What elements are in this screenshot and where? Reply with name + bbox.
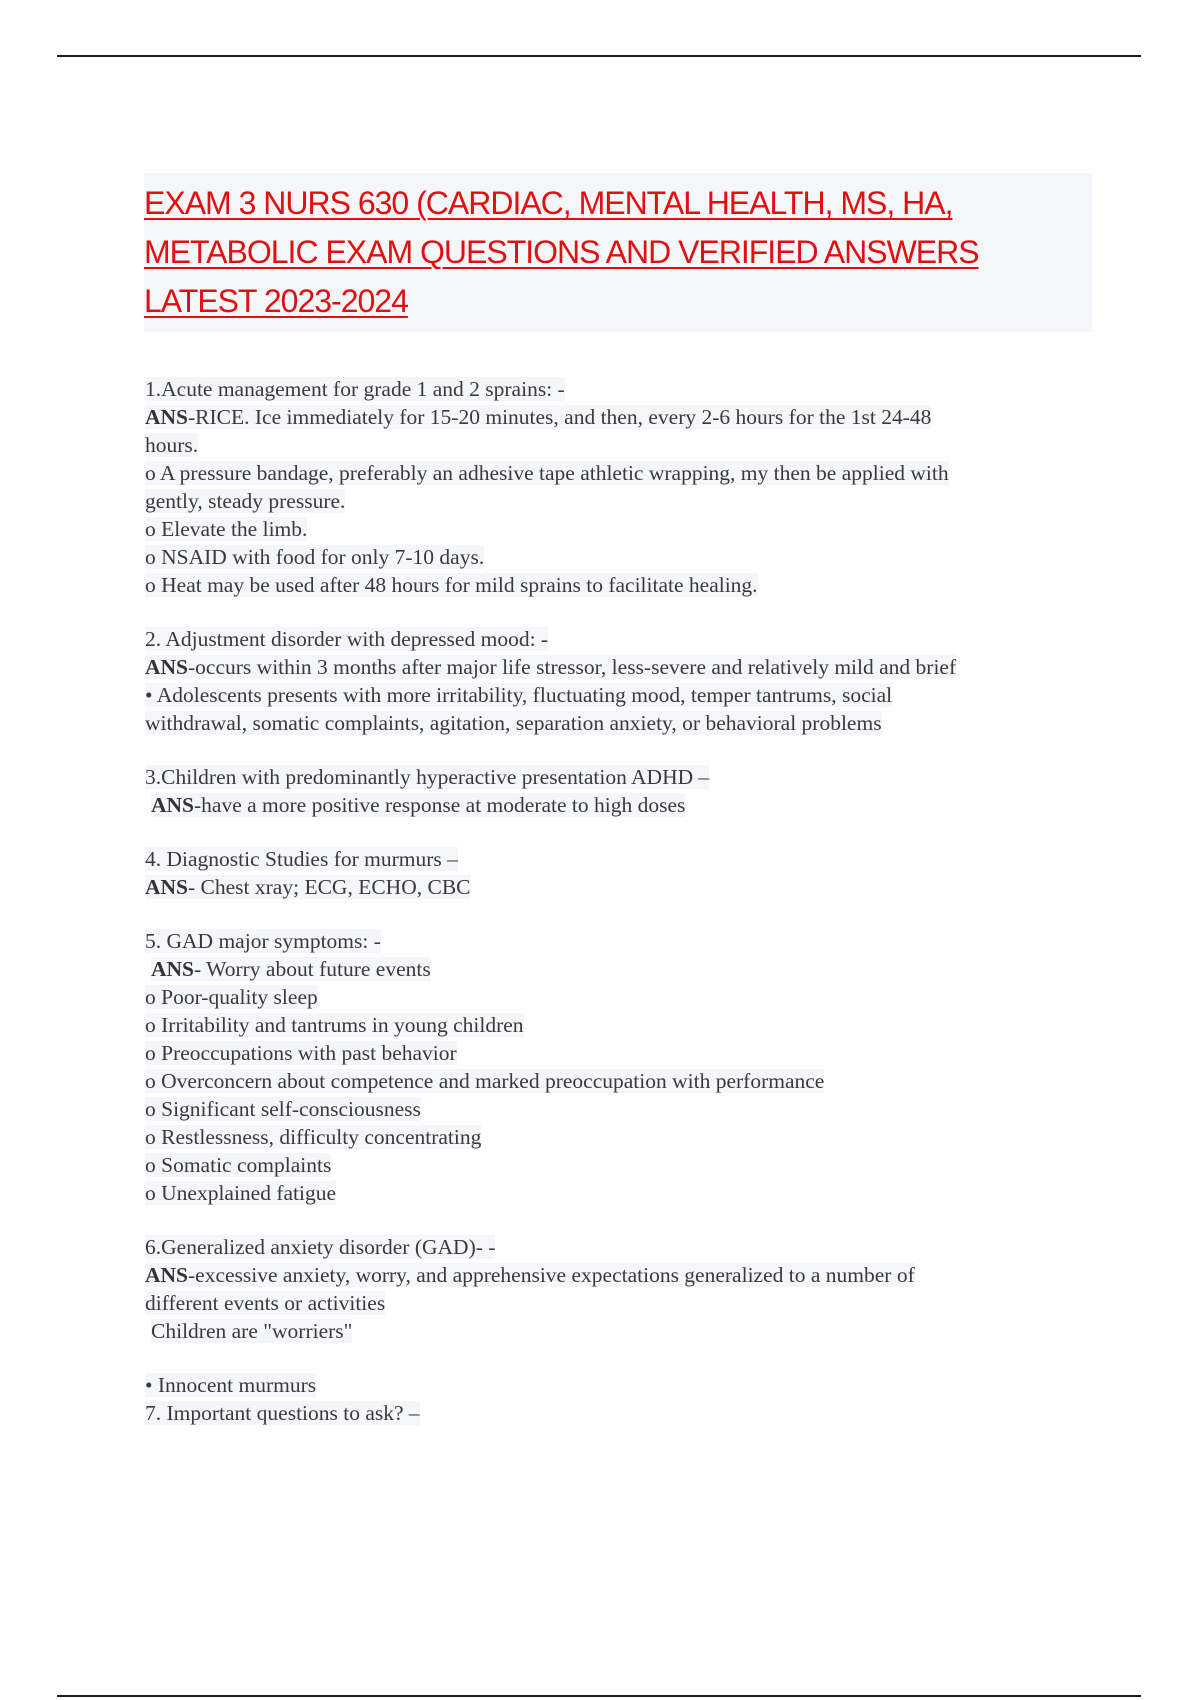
question-text: 4. Diagnostic Studies for murmurs – xyxy=(145,847,458,871)
question-text: 2. Adjustment disorder with depressed mood: - xyxy=(145,627,549,651)
answer-text: ANS-have a more positive response at moderate to high doses xyxy=(151,793,686,817)
answer-text: ANS-excessive anxiety, worry, and apprehensive expectations generalized to a number of xyxy=(145,1263,915,1287)
question-text: 7. Important questions to ask? – xyxy=(145,1401,420,1425)
title-line-2: METABOLIC EXAM QUESTIONS AND VERIFIED ANSWERS xyxy=(144,234,979,270)
qa-item-5 xyxy=(145,927,1065,1207)
title-line-1: EXAM 3 NURS 630 (CARDIAC, MENTAL HEALTH, MS, HA, xyxy=(144,185,953,221)
ans-label: ANS xyxy=(145,405,189,429)
answer-text: ANS- Worry about future events xyxy=(151,957,431,981)
question-text: 1.Acute management for grade 1 and 2 sprains: - xyxy=(145,377,565,401)
list-item: o NSAID with food for only 7-10 days. xyxy=(145,545,485,569)
qa-item-1 xyxy=(145,375,1065,599)
answer-text: ANS- Chest xray; ECG, ECHO, CBC xyxy=(145,875,471,899)
list-item: o Elevate the limb. xyxy=(145,517,308,541)
qa-item-2 xyxy=(145,625,1065,737)
ans-label: ANS xyxy=(151,957,195,981)
ans-label: ANS xyxy=(145,655,189,679)
list-item: • Adolescents presents with more irritability, fluctuating mood, temper tantrums, social xyxy=(145,683,893,707)
question-text: 6.Generalized anxiety disorder (GAD)- - xyxy=(145,1235,496,1259)
list-item-cont: withdrawal, somatic complaints, agitation, separation anxiety, or behavioral problems xyxy=(145,711,882,735)
footer-rule xyxy=(57,1695,1141,1697)
ans-label: ANS xyxy=(145,875,189,899)
qa-item-4 xyxy=(145,845,1065,901)
list-item: o Preoccupations with past behavior xyxy=(145,1041,457,1065)
list-item: o Somatic complaints xyxy=(145,1153,332,1177)
answer-text: ANS-RICE. Ice immediately for 15-20 minutes, and then, every 2-6 hours for the 1st 24-48 xyxy=(145,405,932,429)
document-title xyxy=(144,173,1092,332)
list-item: o Significant self-consciousness xyxy=(145,1097,421,1121)
list-item: o Poor-quality sleep xyxy=(145,985,318,1009)
ans-label: ANS xyxy=(151,793,195,817)
list-item: o Irritability and tantrums in young children xyxy=(145,1013,524,1037)
header-rule xyxy=(57,55,1141,57)
question-text: 3.Children with predominantly hyperactive presentation ADHD – xyxy=(145,765,710,789)
qa-item-3 xyxy=(145,763,1065,819)
answer-text-cont: Children are "worriers" xyxy=(151,1319,353,1343)
qa-content xyxy=(145,375,1065,1453)
list-item: o Restlessness, difficulty concentrating xyxy=(145,1125,482,1149)
question-text: 5. GAD major symptoms: - xyxy=(145,929,381,953)
list-item-cont: gently, steady pressure. xyxy=(145,489,346,513)
qa-item-6 xyxy=(145,1233,1065,1345)
list-item: o Overconcern about competence and marked preoccupation with performance xyxy=(145,1069,825,1093)
ans-label: ANS xyxy=(145,1263,189,1287)
answer-text: ANS-occurs within 3 months after major life stressor, less-severe and relatively mild and brief xyxy=(145,655,957,679)
qa-item-7 xyxy=(145,1371,1065,1427)
list-item: o Heat may be used after 48 hours for mild sprains to facilitate healing. xyxy=(145,573,758,597)
answer-text-cont: different events or activities xyxy=(145,1291,386,1315)
title-line-3: LATEST 2023-2024 xyxy=(144,283,408,319)
answer-text-cont: hours. xyxy=(145,433,199,457)
list-item: o Unexplained fatigue xyxy=(145,1181,337,1205)
list-item: • Innocent murmurs xyxy=(145,1373,317,1397)
list-item: o A pressure bandage, preferably an adhesive tape athletic wrapping, my then be applied with xyxy=(145,461,949,485)
